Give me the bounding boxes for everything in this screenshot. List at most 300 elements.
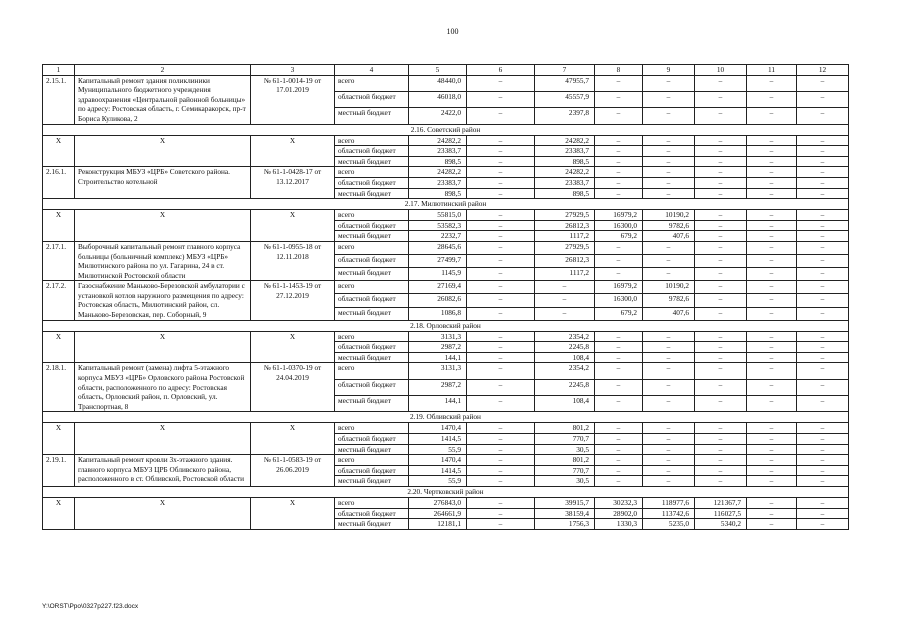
value-cell: –	[797, 423, 849, 434]
value-cell: –	[695, 210, 747, 221]
value-cell: –	[797, 455, 849, 466]
value-cell: –	[467, 363, 535, 379]
value-cell: –	[467, 255, 535, 268]
budget-label-cell: всего	[335, 281, 409, 294]
value-cell: –	[467, 519, 535, 530]
table-row	[43, 331, 849, 342]
value-cell: 26812,3	[535, 220, 595, 231]
value-cell: 16979,2	[595, 281, 643, 294]
value-cell: –	[695, 91, 747, 107]
value-cell: –	[797, 352, 849, 363]
value-cell: –	[747, 268, 797, 281]
value-cell: 27169,4	[409, 281, 467, 294]
value-cell: 23383,7	[535, 146, 595, 157]
value-cell: 23383,7	[535, 177, 595, 188]
value-cell: –	[695, 75, 747, 91]
budget-label-cell: всего	[335, 455, 409, 466]
value-cell: –	[595, 75, 643, 91]
value-cell: –	[797, 497, 849, 508]
value-cell: 38159,4	[535, 508, 595, 519]
row-number-cell: Х	[43, 210, 75, 242]
value-cell: –	[467, 135, 535, 146]
value-cell: 39915,7	[535, 497, 595, 508]
value-cell: –	[595, 434, 643, 445]
section-heading: 2.18. Орловский район	[43, 320, 849, 331]
section-heading-row	[43, 124, 849, 135]
section-heading-row	[43, 320, 849, 331]
value-cell: 16300,0	[595, 220, 643, 231]
column-header: 8	[595, 65, 643, 76]
value-cell: 1145,9	[409, 268, 467, 281]
value-cell: 770,7	[535, 434, 595, 445]
table-row	[43, 241, 849, 254]
value-cell: –	[747, 307, 797, 320]
section-heading: 2.19. Обливский район	[43, 412, 849, 423]
value-cell: 679,2	[595, 307, 643, 320]
value-cell: –	[797, 268, 849, 281]
table-row	[43, 281, 849, 294]
budget-label-cell: областной бюджет	[335, 465, 409, 476]
value-cell: –	[467, 75, 535, 91]
value-cell: –	[797, 108, 849, 124]
column-header: 4	[335, 65, 409, 76]
contract-cell: № 61-1-0583-19 от 26.06.2019	[251, 455, 335, 487]
value-cell: –	[695, 434, 747, 445]
value-cell: –	[747, 476, 797, 487]
value-cell: –	[535, 307, 595, 320]
financing-table	[42, 64, 849, 530]
value-cell: 2987,2	[409, 342, 467, 353]
budget-label-cell: местный бюджет	[335, 188, 409, 199]
value-cell: –	[797, 135, 849, 146]
value-cell: 116027,5	[695, 508, 747, 519]
budget-label-cell: местный бюджет	[335, 231, 409, 242]
value-cell: 9782,6	[643, 294, 695, 307]
description-cell: Х	[75, 135, 251, 167]
value-cell: –	[797, 379, 849, 395]
value-cell: –	[747, 188, 797, 199]
section-heading-row	[43, 199, 849, 210]
value-cell: –	[747, 220, 797, 231]
row-number-cell: Х	[43, 423, 75, 455]
footer-file-path: Y:\ORST\Ppo\0327p227.f23.docx	[42, 603, 139, 610]
value-cell: –	[595, 177, 643, 188]
value-cell: –	[797, 294, 849, 307]
value-cell: 1086,8	[409, 307, 467, 320]
value-cell: –	[747, 156, 797, 167]
value-cell: –	[695, 241, 747, 254]
value-cell: –	[595, 156, 643, 167]
value-cell: –	[467, 307, 535, 320]
description-cell: Капитальный ремонт кровли 3х-этажного здания. главного корпуса МБУЗ ЦРБ Обливского района, расположенного в ст. Обливской, Ростовской области	[75, 455, 251, 487]
value-cell: –	[797, 331, 849, 342]
budget-label-cell: областной бюджет	[335, 379, 409, 395]
value-cell: –	[797, 146, 849, 157]
budget-label-cell: областной бюджет	[335, 342, 409, 353]
table-row	[43, 497, 849, 508]
value-cell: 27929,5	[535, 241, 595, 254]
column-header: 2	[75, 65, 251, 76]
value-cell: 898,5	[409, 156, 467, 167]
value-cell: –	[595, 188, 643, 199]
value-cell: –	[643, 177, 695, 188]
value-cell: 24282,2	[409, 167, 467, 178]
value-cell: 801,2	[535, 455, 595, 466]
value-cell: –	[467, 210, 535, 221]
value-cell: –	[797, 231, 849, 242]
value-cell: –	[643, 379, 695, 395]
value-cell: –	[797, 255, 849, 268]
value-cell: –	[695, 396, 747, 412]
value-cell: 26812,3	[535, 255, 595, 268]
value-cell: 264661,9	[409, 508, 467, 519]
value-cell: –	[467, 396, 535, 412]
budget-label-cell: областной бюджет	[335, 220, 409, 231]
contract-cell: Х	[251, 497, 335, 529]
description-cell: Х	[75, 210, 251, 242]
value-cell: –	[595, 146, 643, 157]
value-cell: –	[467, 294, 535, 307]
value-cell: –	[747, 281, 797, 294]
value-cell: 113742,6	[643, 508, 695, 519]
value-cell: –	[747, 444, 797, 455]
value-cell: –	[747, 331, 797, 342]
value-cell: –	[643, 396, 695, 412]
value-cell: –	[595, 423, 643, 434]
value-cell: 2354,2	[535, 363, 595, 379]
value-cell: –	[797, 363, 849, 379]
value-cell: 55,9	[409, 444, 467, 455]
value-cell: 30,5	[535, 444, 595, 455]
value-cell: –	[747, 508, 797, 519]
value-cell: –	[797, 396, 849, 412]
budget-label-cell: всего	[335, 135, 409, 146]
value-cell: –	[643, 241, 695, 254]
budget-label-cell: всего	[335, 423, 409, 434]
value-cell: 407,6	[643, 231, 695, 242]
budget-label-cell: всего	[335, 497, 409, 508]
column-header: 7	[535, 65, 595, 76]
value-cell: 898,5	[409, 188, 467, 199]
value-cell: –	[747, 108, 797, 124]
table-row	[43, 363, 849, 379]
value-cell: –	[643, 135, 695, 146]
value-cell: –	[797, 177, 849, 188]
value-cell: –	[747, 465, 797, 476]
value-cell: –	[595, 241, 643, 254]
column-header: 3	[251, 65, 335, 76]
column-header: 11	[747, 65, 797, 76]
value-cell: –	[747, 231, 797, 242]
description-cell: Капитальный ремонт (замена) лифта 5-этажного корпуса МБУЗ «ЦРБ» Орловского района Ростовской области, расположенного по адресу: Ростовская область, Орловский район, п. Орловский, ул. Транспортная, 8	[75, 363, 251, 412]
value-cell: –	[467, 434, 535, 445]
value-cell: 2987,2	[409, 379, 467, 395]
value-cell: –	[695, 455, 747, 466]
value-cell: 28645,6	[409, 241, 467, 254]
value-cell: –	[595, 167, 643, 178]
value-cell: 1470,4	[409, 455, 467, 466]
budget-label-cell: местный бюджет	[335, 307, 409, 320]
table-row	[43, 455, 849, 466]
value-cell: –	[695, 268, 747, 281]
value-cell: 2232,7	[409, 231, 467, 242]
value-cell: –	[595, 476, 643, 487]
table-row	[43, 423, 849, 434]
value-cell: –	[467, 231, 535, 242]
value-cell: –	[747, 91, 797, 107]
value-cell: –	[467, 508, 535, 519]
value-cell: 5235,0	[643, 519, 695, 530]
value-cell: –	[595, 444, 643, 455]
value-cell: –	[747, 177, 797, 188]
row-number-cell: 2.16.1.	[43, 167, 75, 199]
description-cell: Х	[75, 331, 251, 363]
value-cell: –	[797, 434, 849, 445]
value-cell: –	[595, 268, 643, 281]
value-cell: 53582,3	[409, 220, 467, 231]
value-cell: –	[643, 476, 695, 487]
value-cell: –	[747, 241, 797, 254]
value-cell: –	[797, 508, 849, 519]
value-cell: –	[695, 331, 747, 342]
value-cell: –	[467, 379, 535, 395]
value-cell: –	[643, 352, 695, 363]
value-cell: –	[467, 146, 535, 157]
value-cell: –	[695, 167, 747, 178]
contract-cell: № 61-1-0428-17 от 13.12.2017	[251, 167, 335, 199]
value-cell: 3131,3	[409, 331, 467, 342]
value-cell: –	[467, 423, 535, 434]
budget-label-cell: областной бюджет	[335, 255, 409, 268]
value-cell: –	[467, 281, 535, 294]
value-cell: 108,4	[535, 396, 595, 412]
column-header: 12	[797, 65, 849, 76]
value-cell: –	[797, 465, 849, 476]
value-cell: –	[643, 444, 695, 455]
value-cell: –	[467, 188, 535, 199]
value-cell: –	[595, 331, 643, 342]
value-cell: –	[467, 108, 535, 124]
value-cell: –	[747, 210, 797, 221]
contract-cell: Х	[251, 210, 335, 242]
value-cell: –	[535, 294, 595, 307]
budget-label-cell: всего	[335, 331, 409, 342]
value-cell: –	[747, 135, 797, 146]
value-cell: 9782,6	[643, 220, 695, 231]
value-cell: –	[467, 241, 535, 254]
column-header-row	[43, 65, 849, 76]
value-cell: 16300,0	[595, 294, 643, 307]
value-cell: 24282,2	[535, 135, 595, 146]
value-cell: –	[797, 156, 849, 167]
value-cell: –	[595, 455, 643, 466]
value-cell: 801,2	[535, 423, 595, 434]
value-cell: –	[797, 476, 849, 487]
value-cell: –	[695, 294, 747, 307]
value-cell: –	[747, 497, 797, 508]
value-cell: 144,1	[409, 352, 467, 363]
description-cell: Х	[75, 423, 251, 455]
value-cell: 898,5	[535, 156, 595, 167]
value-cell: –	[643, 146, 695, 157]
column-header: 6	[467, 65, 535, 76]
value-cell: –	[747, 434, 797, 445]
value-cell: 1414,5	[409, 434, 467, 445]
value-cell: –	[797, 188, 849, 199]
value-cell: –	[695, 146, 747, 157]
budget-label-cell: областной бюджет	[335, 508, 409, 519]
value-cell: 2354,2	[535, 331, 595, 342]
value-cell: –	[747, 146, 797, 157]
value-cell: –	[595, 465, 643, 476]
value-cell: –	[695, 255, 747, 268]
value-cell: 1756,3	[535, 519, 595, 530]
value-cell: –	[695, 281, 747, 294]
value-cell: –	[695, 465, 747, 476]
budget-label-cell: областной бюджет	[335, 91, 409, 107]
value-cell: 770,7	[535, 465, 595, 476]
budget-label-cell: областной бюджет	[335, 294, 409, 307]
description-cell: Газоснабжение Маньково-Березовской амбулатории с установкой котлов наружного размещения по адресу: Ростовская область, Милютинский район, сл. Маньково-Березовская, пер. Соборный, 9	[75, 281, 251, 320]
value-cell: 5340,2	[695, 519, 747, 530]
value-cell: 23383,7	[409, 146, 467, 157]
value-cell: 27499,7	[409, 255, 467, 268]
value-cell: –	[797, 241, 849, 254]
value-cell: 10190,2	[643, 281, 695, 294]
description-cell: Капитальный ремонт здания поликлиники Муниципального бюджетного учреждения здравоохранения «Центральной районной больницы» по адресу: Ростовская область, г. Семикаракорск, пр-т Бориса Куликова, 2	[75, 75, 251, 124]
value-cell: 898,5	[535, 188, 595, 199]
budget-label-cell: всего	[335, 363, 409, 379]
value-cell: –	[467, 167, 535, 178]
contract-cell: № 61-1-0955-18 от 12.11.2018	[251, 241, 335, 280]
value-cell: 28902,0	[595, 508, 643, 519]
value-cell: –	[695, 220, 747, 231]
budget-label-cell: всего	[335, 75, 409, 91]
budget-label-cell: областной бюджет	[335, 434, 409, 445]
value-cell: –	[643, 423, 695, 434]
value-cell: –	[797, 519, 849, 530]
value-cell: –	[595, 108, 643, 124]
value-cell: –	[643, 108, 695, 124]
row-number-cell: Х	[43, 497, 75, 529]
value-cell: –	[643, 465, 695, 476]
value-cell: 23383,7	[409, 177, 467, 188]
value-cell: 144,1	[409, 396, 467, 412]
value-cell: –	[595, 363, 643, 379]
description-cell: Реконструкция МБУЗ «ЦРБ» Советского района. Строительство котельной	[75, 167, 251, 199]
value-cell: –	[747, 455, 797, 466]
value-cell: –	[797, 307, 849, 320]
value-cell: –	[643, 75, 695, 91]
contract-cell: Х	[251, 423, 335, 455]
row-number-cell: Х	[43, 331, 75, 363]
value-cell: –	[797, 210, 849, 221]
value-cell: –	[467, 352, 535, 363]
value-cell: –	[695, 307, 747, 320]
value-cell: –	[695, 423, 747, 434]
value-cell: 407,6	[643, 307, 695, 320]
value-cell: 1414,5	[409, 465, 467, 476]
value-cell: –	[747, 379, 797, 395]
value-cell: 276843,0	[409, 497, 467, 508]
value-cell: –	[467, 220, 535, 231]
value-cell: –	[643, 434, 695, 445]
section-heading: 2.17. Милютинский район	[43, 199, 849, 210]
contract-cell: Х	[251, 331, 335, 363]
value-cell: 121367,7	[695, 497, 747, 508]
value-cell: 16979,2	[595, 210, 643, 221]
value-cell: 1470,4	[409, 423, 467, 434]
value-cell: –	[643, 188, 695, 199]
value-cell: –	[747, 294, 797, 307]
value-cell: –	[695, 379, 747, 395]
value-cell: –	[797, 444, 849, 455]
value-cell: –	[595, 352, 643, 363]
table-row	[43, 75, 849, 91]
value-cell: –	[467, 91, 535, 107]
value-cell: –	[797, 281, 849, 294]
value-cell: –	[595, 379, 643, 395]
value-cell: –	[595, 396, 643, 412]
value-cell: 2397,8	[535, 108, 595, 124]
value-cell: –	[797, 91, 849, 107]
budget-label-cell: местный бюджет	[335, 444, 409, 455]
budget-label-cell: местный бюджет	[335, 268, 409, 281]
value-cell: 24282,2	[535, 167, 595, 178]
table-row	[43, 210, 849, 221]
value-cell: –	[695, 177, 747, 188]
budget-label-cell: местный бюджет	[335, 156, 409, 167]
value-cell: 48440,0	[409, 75, 467, 91]
section-heading-row	[43, 486, 849, 497]
value-cell: –	[747, 423, 797, 434]
value-cell: 47955,7	[535, 75, 595, 91]
value-cell: 26082,6	[409, 294, 467, 307]
value-cell: 10190,2	[643, 210, 695, 221]
value-cell: –	[747, 342, 797, 353]
value-cell: –	[643, 167, 695, 178]
value-cell: –	[747, 396, 797, 412]
value-cell: –	[643, 363, 695, 379]
value-cell: –	[467, 268, 535, 281]
contract-cell: № 61-1-0370-19 от 24.04.2019	[251, 363, 335, 412]
value-cell: –	[643, 156, 695, 167]
value-cell: –	[643, 91, 695, 107]
contract-cell: Х	[251, 135, 335, 167]
row-number-cell: 2.17.2.	[43, 281, 75, 320]
description-cell: Х	[75, 497, 251, 529]
value-cell: –	[643, 455, 695, 466]
value-cell: –	[747, 167, 797, 178]
value-cell: –	[747, 363, 797, 379]
value-cell: –	[595, 342, 643, 353]
value-cell: –	[797, 342, 849, 353]
value-cell: –	[695, 444, 747, 455]
value-cell: –	[643, 342, 695, 353]
value-cell: –	[747, 255, 797, 268]
value-cell: –	[695, 108, 747, 124]
value-cell: 2422,0	[409, 108, 467, 124]
value-cell: –	[747, 519, 797, 530]
value-cell: –	[747, 75, 797, 91]
value-cell: –	[467, 465, 535, 476]
value-cell: 30,5	[535, 476, 595, 487]
description-cell: Выборочный капитальный ремонт главного корпуса больницы (больничный комплекс) МБУЗ «ЦРБ» Милютинского района по ул. Гагарина, 24 в ст. Милютинской Ростовской области	[75, 241, 251, 280]
column-header: 5	[409, 65, 467, 76]
contract-cell: № 61-1-1453-19 от 27.12.2019	[251, 281, 335, 320]
value-cell: –	[643, 268, 695, 281]
value-cell: 24282,2	[409, 135, 467, 146]
